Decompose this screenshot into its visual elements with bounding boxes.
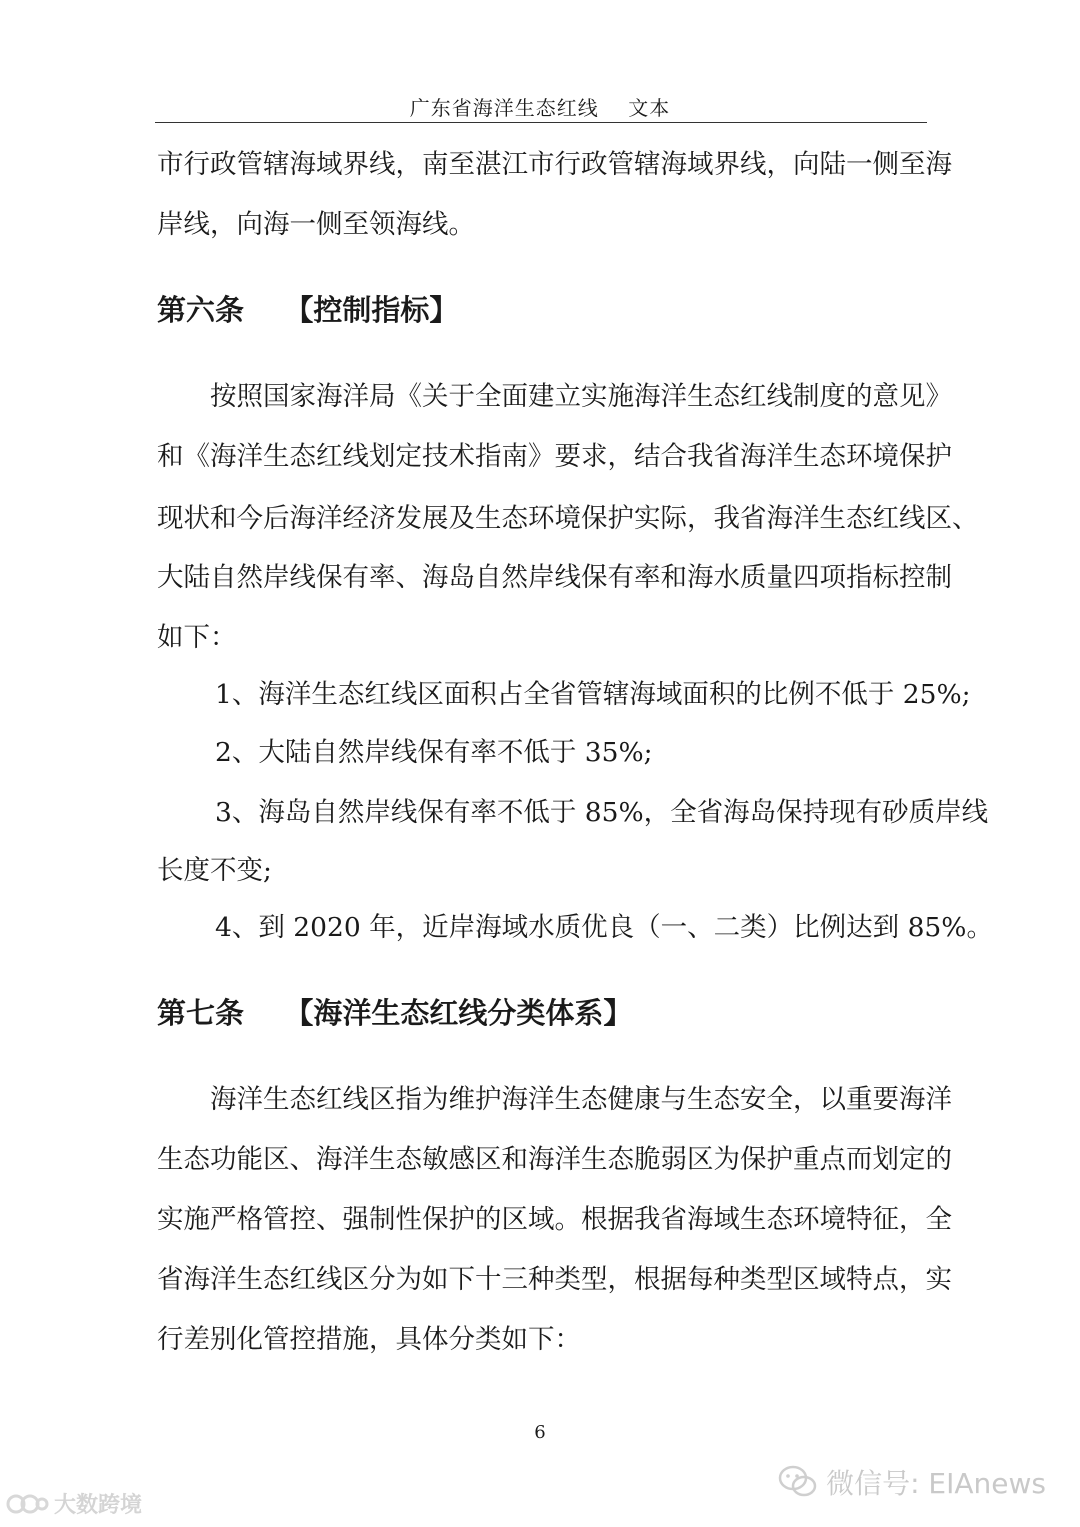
article-7-heading: 第七条 【海洋生态红线分类体系】	[157, 996, 633, 1030]
indicator-item: 3、海岛自然岸线保有率不低于 85%，全省海岛保持现有砂质岸线	[215, 797, 989, 828]
article-6-paragraph-line: 和《海洋生态红线划定技术指南》要求，结合我省海洋生态环境保护	[157, 441, 952, 472]
article-6-heading: 第六条 【控制指标】	[157, 293, 459, 327]
body-line: 岸线，向海一侧至领海线。	[157, 209, 475, 240]
article-7-paragraph-line: 生态功能区、海洋生态敏感区和海洋生态脆弱区为保护重点而划定的	[157, 1144, 952, 1175]
article-6-paragraph-line: 如下：	[157, 622, 237, 653]
wechat-watermark-text: 微信号: EIAnews	[826, 1467, 1046, 1500]
page-header-title: 广东省海洋生态红线 文本	[409, 96, 671, 120]
brand-logo-icon	[6, 1489, 50, 1519]
header-divider	[155, 122, 927, 123]
brand-watermark	[6, 1488, 142, 1519]
brand-watermark-text: 大数跨境	[54, 1493, 143, 1518]
body-line: 市行政管辖海域界线，南至湛江市行政管辖海域界线，向陆一侧至海	[157, 149, 952, 180]
article-6-paragraph-line: 大陆自然岸线保有率、海岛自然岸线保有率和海水质量四项指标控制	[157, 562, 952, 593]
indicator-item-continuation: 长度不变;	[157, 855, 272, 886]
article-6-paragraph-line: 现状和今后海洋经济发展及生态环境保护实际，我省海洋生态红线区、	[157, 503, 979, 534]
indicator-item: 2、大陆自然岸线保有率不低于 35%;	[215, 737, 653, 768]
article-6-paragraph-line: 按照国家海洋局《关于全面建立实施海洋生态红线制度的意见》	[210, 381, 952, 412]
wechat-watermark	[778, 1462, 1046, 1502]
wechat-icon	[778, 1465, 818, 1499]
article-7-paragraph-line: 行差别化管控措施，具体分类如下：	[157, 1324, 581, 1355]
indicator-item: 1、海洋生态红线区面积占全省管辖海域面积的比例不低于 25%;	[215, 679, 971, 710]
article-7-paragraph-line: 实施严格管控、强制性保护的区域。根据我省海域生态环境特征，全	[157, 1204, 952, 1235]
indicator-item: 4、到 2020 年，近岸海域水质优良（一、二类）比例达到 85%。	[215, 912, 993, 943]
article-7-paragraph-line: 海洋生态红线区指为维护海洋生态健康与生态安全，以重要海洋	[210, 1084, 952, 1115]
page-number: 6	[534, 1422, 546, 1443]
article-7-paragraph-line: 省海洋生态红线区分为如下十三种类型，根据每种类型区域特点，实	[157, 1264, 952, 1295]
